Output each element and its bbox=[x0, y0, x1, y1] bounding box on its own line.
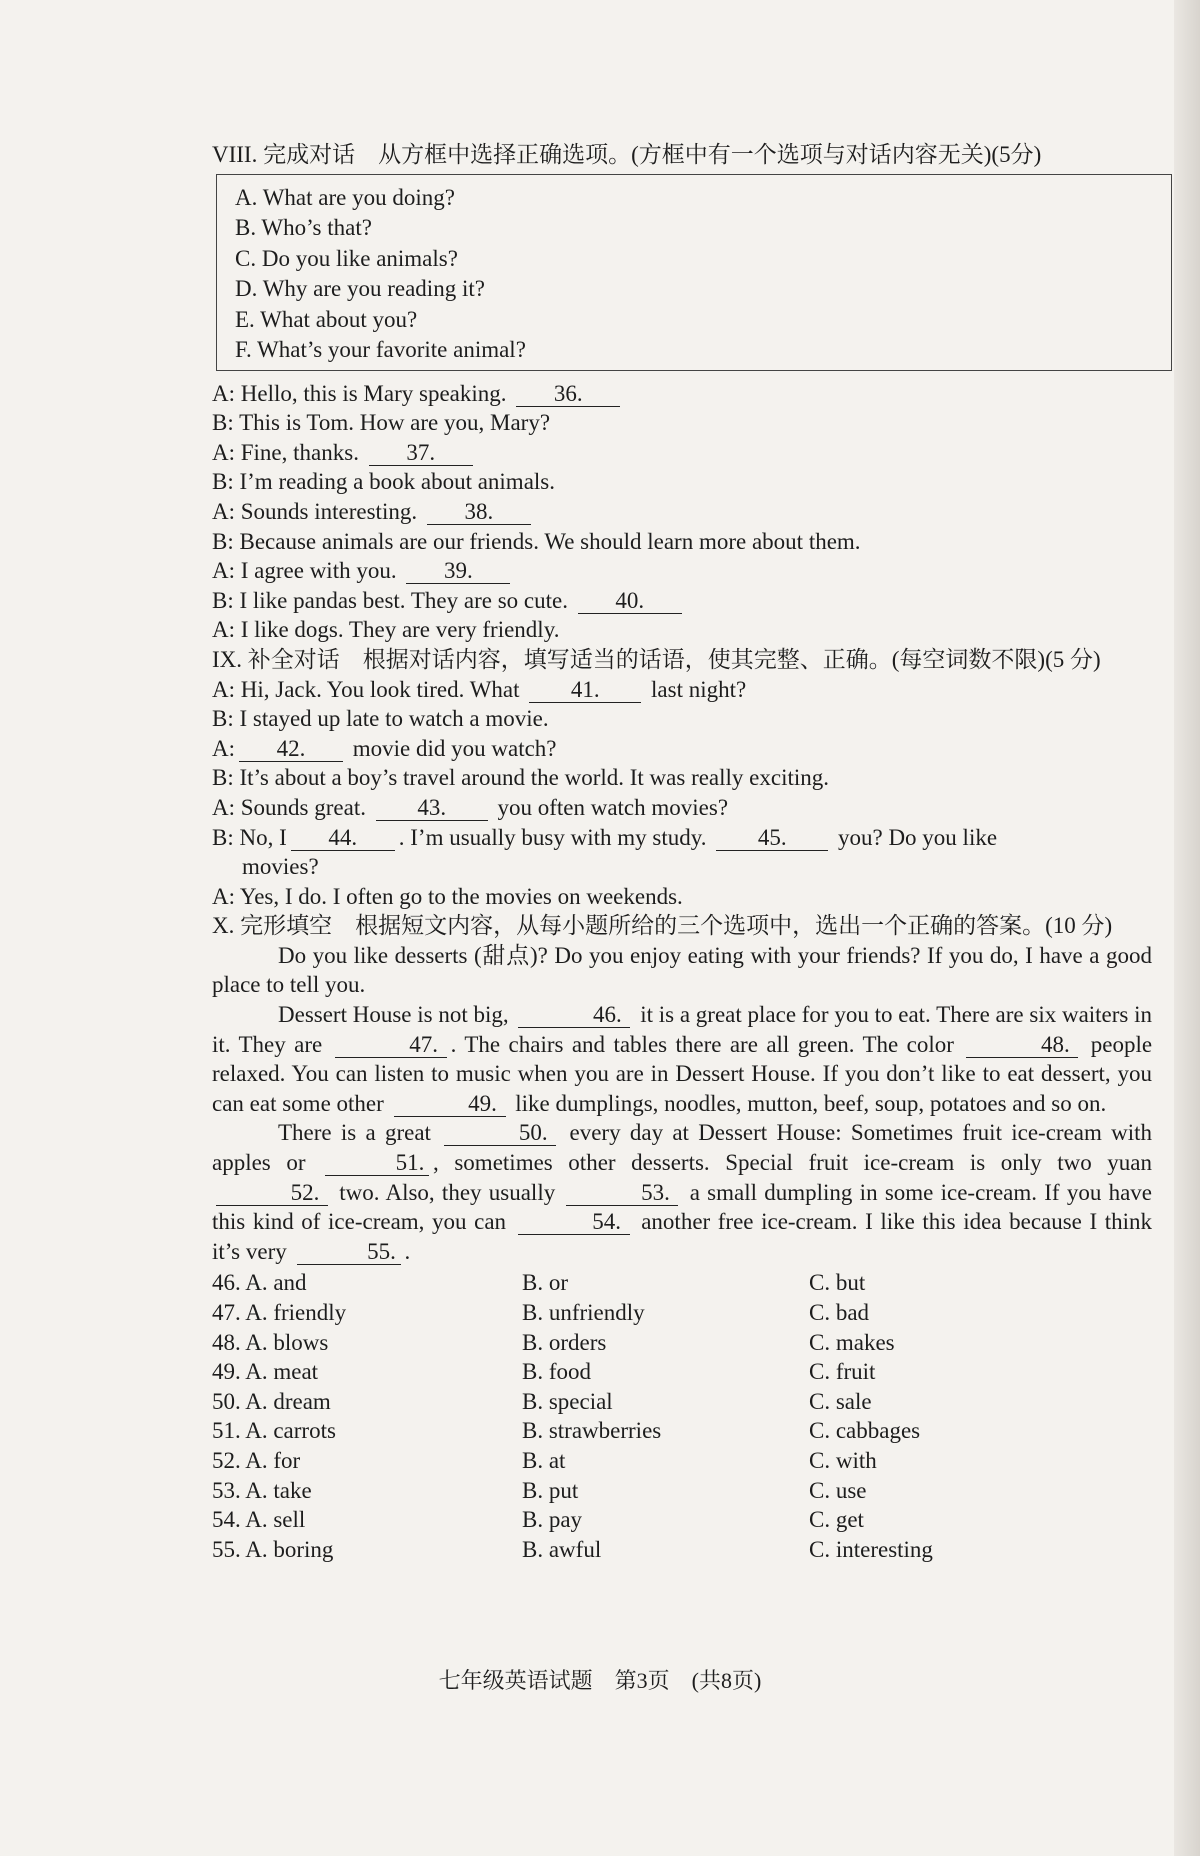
choice-row bbox=[212, 1298, 1152, 1328]
choice-row bbox=[212, 1416, 1152, 1446]
answer-blank: 44. bbox=[291, 826, 395, 851]
line-text: A: I agree with you. bbox=[212, 558, 397, 584]
option-b: B. pay bbox=[522, 1507, 583, 1533]
option-a: 55. A. boring bbox=[212, 1536, 334, 1562]
dialogue-line: B: I’m reading a book about animals. bbox=[212, 469, 556, 495]
choice-row bbox=[212, 1357, 1152, 1387]
answer-blank: 45. bbox=[716, 826, 828, 851]
dialogue-line: movies? bbox=[242, 854, 319, 880]
option-b: B. put bbox=[522, 1477, 579, 1503]
line-text: A: bbox=[212, 735, 235, 761]
option-a: 46. A. and bbox=[212, 1270, 307, 1296]
dialogue-line bbox=[212, 793, 1152, 823]
section-10-title: X. 完形填空 根据短文内容，从每小题所给的三个选项中，选出一个正确的答案。(10 分) bbox=[212, 913, 1113, 939]
option-c: C. sale bbox=[809, 1388, 872, 1414]
option-c: C. fruit bbox=[809, 1359, 876, 1385]
passage-text: . The chairs and tables there are all green. The color bbox=[450, 1031, 954, 1057]
passage-paragraph bbox=[212, 1000, 1152, 1118]
passage-text: . bbox=[404, 1238, 411, 1264]
option-c: C. use bbox=[809, 1477, 867, 1503]
dialogue-line bbox=[212, 734, 1152, 764]
answer-blank: 48. bbox=[966, 1033, 1078, 1058]
passage-paragraph: Do you like desserts (甜点)? Do you enjoy eating with your friends? If you do, I have a good place to tell you. bbox=[212, 942, 1152, 998]
option-a: 49. A. meat bbox=[212, 1359, 319, 1385]
answer-blank: 51. bbox=[325, 1151, 429, 1176]
option-b: B. food bbox=[522, 1359, 591, 1385]
option-a: 52. A. for bbox=[212, 1447, 301, 1473]
choice-row bbox=[212, 1505, 1152, 1535]
answer-blank: 47. bbox=[335, 1033, 447, 1058]
passage-text: , sometimes other desserts. Special fruit ice-cream is only two yuan bbox=[433, 1150, 1152, 1176]
answer-blank: 39. bbox=[406, 559, 510, 584]
line-text: A: Hi, Jack. You look tired. What bbox=[212, 676, 520, 702]
option-c: C. bad bbox=[809, 1300, 870, 1325]
dialogue-line: A: Yes, I do. I often go to the movies on weekends. bbox=[212, 883, 683, 909]
line-text: A: Sounds great. bbox=[212, 794, 366, 820]
passage-text: another free ice-cream. I like this idea because I think it’s very bbox=[212, 1209, 1153, 1264]
choice-row bbox=[212, 1387, 1152, 1417]
choice-row bbox=[212, 1446, 1152, 1476]
line-text: you? Do you like bbox=[837, 824, 998, 850]
box-option: B. Who’s that? bbox=[235, 215, 372, 241]
dialogue-line: B: This is Tom. How are you, Mary? bbox=[212, 410, 551, 436]
line-text: you often watch movies? bbox=[497, 794, 729, 820]
passage-text: There is a great bbox=[278, 1120, 431, 1146]
box-option: D. Why are you reading it? bbox=[235, 276, 485, 302]
passage-paragraph bbox=[212, 1118, 1152, 1266]
option-c: C. but bbox=[809, 1270, 866, 1296]
answer-blank: 40. bbox=[578, 589, 682, 614]
option-c: C. with bbox=[809, 1447, 877, 1473]
option-b: B. unfriendly bbox=[522, 1300, 645, 1325]
passage-text: people relaxed. You can listen to music when you are in Dessert House. If you don’t like to eat dessert, you can eat some other bbox=[212, 1031, 1153, 1116]
option-a: 51. A. carrots bbox=[212, 1418, 336, 1444]
answer-blank: 49. bbox=[394, 1092, 506, 1117]
page-footer: 七年级英语试题 第3页 (共8页) bbox=[438, 1668, 762, 1693]
option-c: C. interesting bbox=[809, 1536, 933, 1562]
passage-text: two. Also, they usually bbox=[339, 1179, 556, 1205]
dialogue-line bbox=[212, 379, 1152, 409]
passage-text: a small dumpling in some ice-cream. If you have this kind of ice-cream, you can bbox=[212, 1179, 1152, 1235]
option-c: C. makes bbox=[809, 1329, 895, 1355]
line-text: A: Fine, thanks. bbox=[212, 439, 359, 465]
dialogue-line bbox=[212, 438, 1152, 468]
option-a: 54. A. sell bbox=[212, 1507, 306, 1533]
answer-blank: 43. bbox=[376, 796, 488, 821]
line-text: . I’m usually busy with my study. bbox=[398, 824, 707, 850]
answer-blank: 52. bbox=[216, 1181, 328, 1206]
answer-blank: 55. bbox=[297, 1240, 401, 1265]
answer-blank: 50. bbox=[444, 1121, 556, 1146]
option-b: B. special bbox=[522, 1388, 613, 1414]
option-b: B. at bbox=[522, 1447, 566, 1473]
option-c: C. cabbages bbox=[809, 1418, 921, 1444]
passage-text: every day at Dessert House: Sometimes fruit ice-cream with apples or bbox=[212, 1120, 1153, 1176]
option-a: 47. A. friendly bbox=[212, 1300, 347, 1325]
dialogue-line: B: Because animals are our friends. We should learn more about them. bbox=[212, 528, 861, 554]
passage-text: Dessert House is not big, bbox=[278, 1002, 509, 1028]
choice-row bbox=[212, 1268, 1152, 1298]
answer-blank: 37. bbox=[369, 441, 473, 466]
option-a: 50. A. dream bbox=[212, 1388, 331, 1414]
section-9-title: IX. 补全对话 根据对话内容，填写适当的话语，使其完整、正确。(每空词数不限)(5 分) bbox=[212, 646, 1101, 672]
box-option: F. What’s your favorite animal? bbox=[235, 337, 526, 363]
line-text: last night? bbox=[651, 676, 747, 702]
choice-row bbox=[212, 1476, 1152, 1506]
choice-row bbox=[212, 1328, 1152, 1358]
answer-blank: 53. bbox=[566, 1181, 678, 1206]
answer-blank: 41. bbox=[529, 678, 641, 703]
line-text: A: Sounds interesting. bbox=[212, 498, 418, 524]
dialogue-line bbox=[212, 823, 1152, 853]
answer-blank: 36. bbox=[516, 382, 620, 407]
page-content bbox=[212, 140, 1152, 1564]
answer-blank: 38. bbox=[427, 500, 531, 525]
option-b: B. strawberries bbox=[522, 1418, 662, 1444]
option-b: B. or bbox=[522, 1270, 568, 1296]
options-box bbox=[216, 174, 1172, 371]
option-a: 48. A. blows bbox=[212, 1329, 329, 1355]
line-text: B: No, I bbox=[212, 824, 287, 850]
option-c: C. get bbox=[809, 1507, 864, 1533]
dialogue-line bbox=[212, 675, 1152, 705]
box-option: A. What are you doing? bbox=[235, 184, 455, 210]
option-b: B. orders bbox=[522, 1329, 607, 1355]
answer-blank: 54. bbox=[518, 1210, 630, 1235]
dialogue-line bbox=[212, 586, 1152, 616]
line-text: movie did you watch? bbox=[352, 735, 557, 761]
passage-text: it is a great place for you to eat. There are six waiters in it. They are bbox=[212, 1002, 1153, 1057]
option-b: B. awful bbox=[522, 1536, 602, 1562]
dialogue-line bbox=[212, 497, 1152, 527]
passage-text: like dumplings, noodles, mutton, beef, soup, potatoes and so on. bbox=[515, 1090, 1107, 1116]
answer-blank: 46. bbox=[518, 1003, 630, 1028]
box-option: E. What about you? bbox=[235, 306, 418, 332]
choice-options bbox=[212, 1268, 1152, 1564]
dialogue-line bbox=[212, 556, 1152, 586]
section-8-title: VIII. 完成对话 从方框中选择正确选项。(方框中有一个选项与对话内容无关)(5分) bbox=[212, 142, 1042, 167]
answer-blank: 42. bbox=[239, 737, 343, 762]
dialogue-line: A: I like dogs. They are very friendly. bbox=[212, 617, 560, 643]
box-option: C. Do you like animals? bbox=[235, 245, 458, 271]
dialogue-line: B: I stayed up late to watch a movie. bbox=[212, 706, 549, 732]
choice-row bbox=[212, 1535, 1152, 1565]
option-a: 53. A. take bbox=[212, 1477, 312, 1503]
line-text: B: I like pandas best. They are so cute. bbox=[212, 587, 568, 613]
dialogue-line: B: It’s about a boy’s travel around the world. It was really exciting. bbox=[212, 765, 830, 791]
line-text: A: Hello, this is Mary speaking. bbox=[212, 380, 507, 406]
